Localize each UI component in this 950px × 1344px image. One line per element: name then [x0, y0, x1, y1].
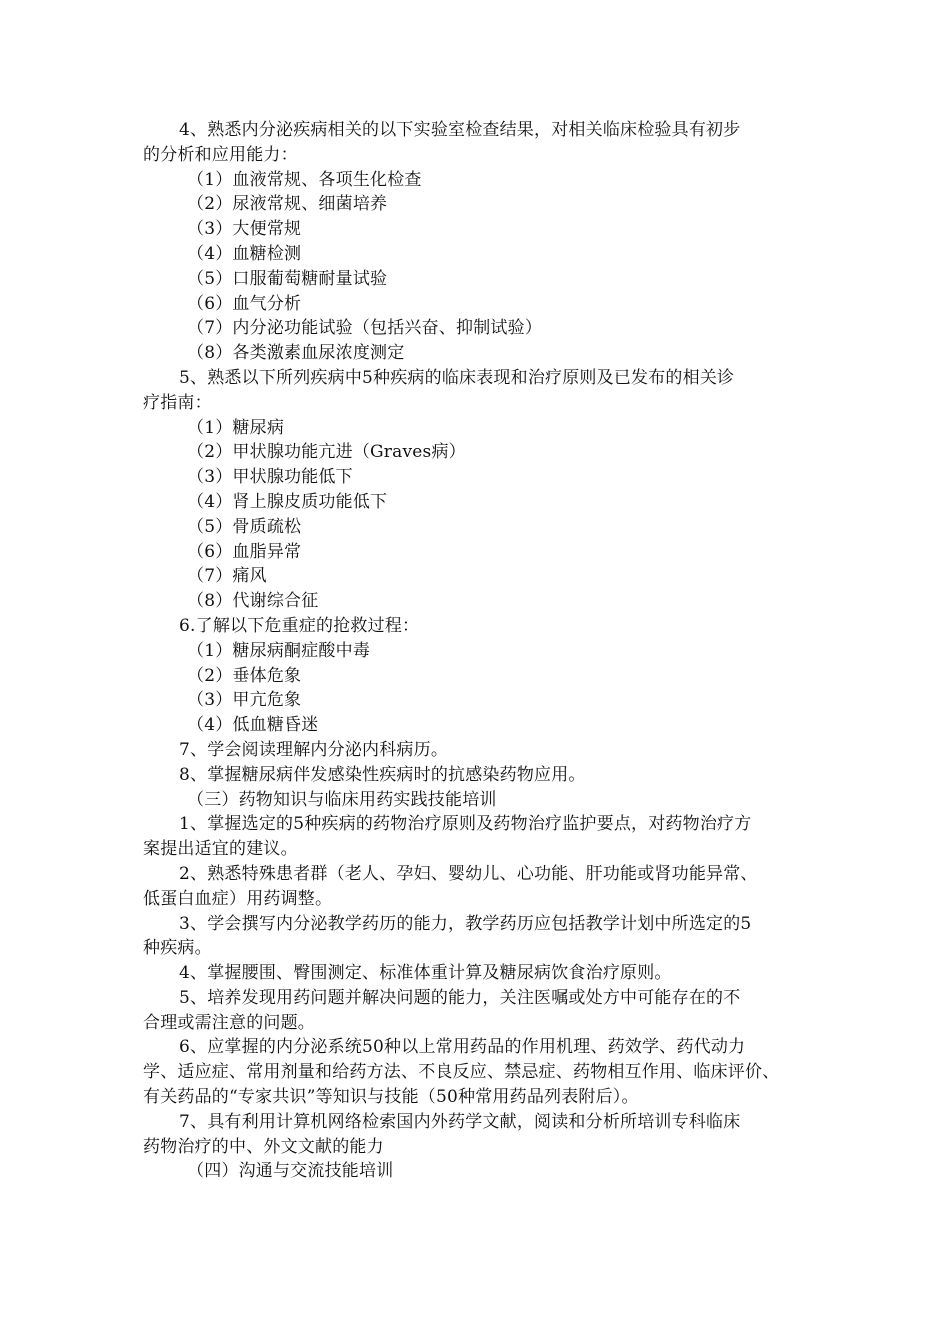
- text-line: 7、学会阅读理解内分泌内科病历。: [179, 739, 449, 760]
- text-line: 5、熟悉以下所列疾病中5种疾病的临床表现和治疗原则及已发布的相关诊: [179, 367, 735, 388]
- text-line: 合理或需注意的问题。: [143, 1012, 315, 1033]
- text-line: 低蛋白血症）用药调整。: [143, 888, 333, 909]
- text-line: 4、熟悉内分泌疾病相关的以下实验室检查结果，对相关临床检验具有初步: [179, 120, 741, 140]
- text-line: （四）沟通与交流技能培训: [187, 1161, 394, 1182]
- text-line: 学、适应症、常用剂量和给药方法、不良反应、禁忌症、药物相互作用、临床评价、: [143, 1062, 780, 1083]
- text-line: （6）血脂异常: [187, 541, 302, 562]
- text-line: （8）代谢综合征: [187, 591, 319, 612]
- text-line: （1）糖尿病酮症酸中毒: [187, 640, 371, 661]
- text-line: 种疾病。: [143, 938, 212, 959]
- text-line: 7、具有利用计算机网络检索国内外药学文献，阅读和分析所培训专科临床: [179, 1111, 741, 1132]
- text-line: （8）各类激素血尿浓度测定: [187, 343, 405, 364]
- text-line: （5）骨质疏松: [187, 516, 302, 537]
- text-line: （2）甲状腺功能亢进（Graves病）: [187, 442, 466, 463]
- text-line: （4）肾上腺皮质功能低下: [187, 491, 388, 512]
- text-line: 6、应掌握的内分泌系统50种以上常用药品的作用机理、药效学、药代动力: [179, 1037, 746, 1058]
- text-line: （1）糖尿病: [187, 417, 285, 438]
- text-line: 案提出适宜的建议。: [143, 839, 298, 860]
- text-line: 疗指南：: [143, 392, 212, 413]
- text-line: （6）血气分析: [187, 293, 302, 314]
- text-line: （4）低血糖昏迷: [187, 715, 319, 736]
- text-line: 的分析和应用能力：: [143, 144, 298, 165]
- document-body: [143, 118, 811, 1184]
- text-line: （2）垂体危象: [187, 665, 302, 686]
- text-line: （2）尿液常规、细菌培养: [187, 194, 388, 215]
- text-line: 4、掌握腰围、臀围测定、标准体重计算及糖尿病饮食治疗原则。: [179, 963, 672, 984]
- text-line: （1）血液常规、各项生化检查: [187, 169, 422, 190]
- text-line: 药物治疗的中、外文文献的能力: [143, 1136, 384, 1157]
- text-line: 8、掌握糖尿病伴发感染性疾病时的抗感染药物应用。: [179, 764, 586, 785]
- text-line: （4）血糖检测: [187, 243, 302, 264]
- text-line: （三）药物知识与临床用药实践技能培训: [187, 789, 497, 810]
- text-line: 5、培养发现用药问题并解决问题的能力，关注医嘱或处方中可能存在的不: [179, 987, 741, 1008]
- text-line: 3、学会撰写内分泌教学药历的能力，教学药历应包括教学计划中所选定的5: [179, 913, 752, 934]
- text-line: （3）大便常规: [187, 219, 302, 240]
- text-line: 有关药品的“专家共识”等知识与技能（50种常用药品列表附后）。: [143, 1087, 639, 1108]
- text-line: 1、掌握选定的5种疾病的药物治疗原则及药物治疗监护要点，对药物治疗方: [179, 814, 752, 835]
- text-line: 6.了解以下危重症的抢救过程：: [179, 615, 420, 636]
- text-line: （3）甲状腺功能低下: [187, 467, 353, 488]
- text-line: 2、熟悉特殊患者群（老人、孕妇、婴幼儿、心功能、肝功能或肾功能异常、: [179, 863, 758, 884]
- text-line: （7）内分泌功能试验（包括兴奋、抑制试验）: [187, 318, 543, 339]
- text-line: （3）甲亢危象: [187, 690, 302, 711]
- text-line: （5）口服葡萄糖耐量试验: [187, 268, 388, 289]
- text-line: （7）痛风: [187, 566, 267, 587]
